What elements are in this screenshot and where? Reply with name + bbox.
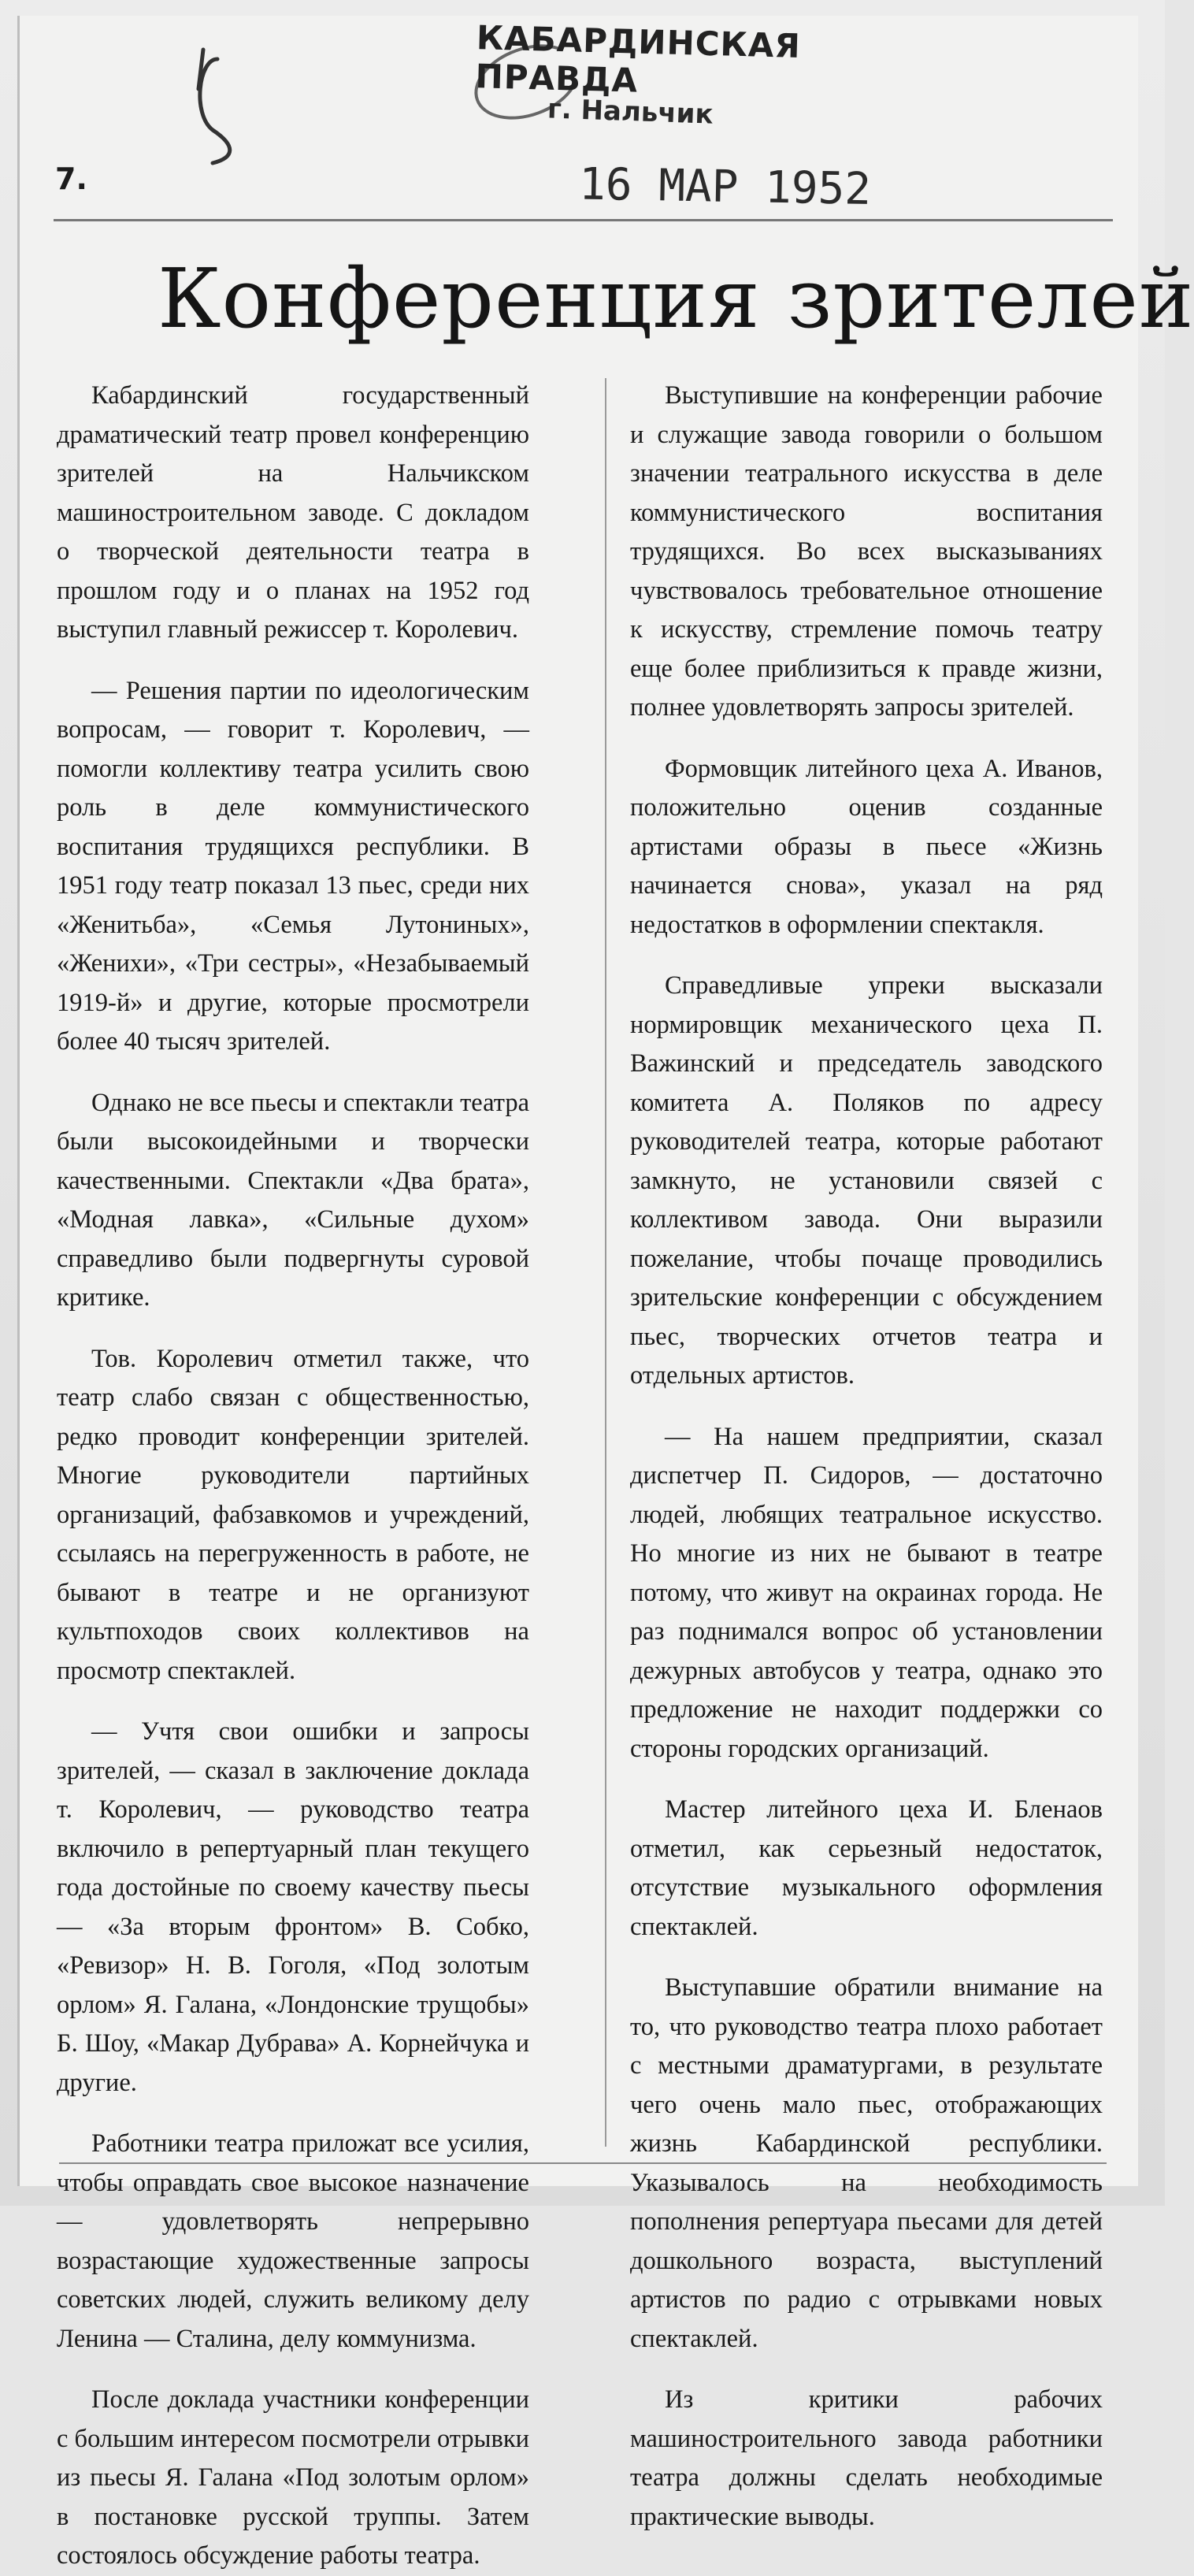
article-column-left — [57, 377, 530, 2570]
paragraph: — На нашем предприятии, сказал диспетчер П. Сидоров, — достаточно людей, любящих театральное искусство. Но многие из них не бывают в театре потому, что живут на окраинах города. Не раз поднимался вопрос об установлении дежурных автобусов у театра, однако это предложение не находит поддержки со стороны городских организаций. — [630, 1422, 1103, 1763]
paragraph: После доклада участники конференции с большим интересом посмотрели отрывки из пьесы Я. Галана «Под золотым орлом» в постановке русской труппы. Затем состоялось обсуждение работы театра. — [57, 2385, 530, 2570]
article-column-right — [630, 377, 1103, 2531]
paragraph: Кабардинский государственный драматический театр провел конференцию зрителей на Нальчикском машиностроительном заводе. С докладом о творческой деятельности театра в прошлом году и о планах на 1952 год выступил главный режиссер т. Королевич. — [57, 381, 529, 644]
stamp-newspaper-name: КАБАРДИНСКАЯ ПРАВДА — [475, 18, 802, 100]
paragraph: Однако не все пьесы и спектакли театра были высокоидейными и творчески качественными. Спектакли «Два брата», «Модная лавка», «Сильные духом» справедливо были подвергнуты суровой критике. — [57, 1088, 529, 1312]
article-headline: Конференция зрителей — [158, 251, 1194, 347]
date-stamp: 16 МАР 1952 — [578, 158, 872, 215]
paragraph: Мастер литейного цеха И. Бленаов отметил, как серьезный недостаток, отсутствие музыкального оформления спектаклей. — [630, 1795, 1103, 1941]
page-number: 7. — [55, 161, 87, 196]
paragraph: Выступившие на конференции рабочие и служащие завода говорили о большом значении театрального искусства в деле коммунистического воспитания трудящихся. Во всех высказываниях чувствовалось требовательное отношение к искусству, стремление помочь театру еще более приблизиться к правде жизни, полнее удовлетворять запросы зрителей. — [630, 381, 1103, 722]
column-divider — [605, 378, 606, 2147]
paragraph: — Учтя свои ошибки и запросы зрителей, — сказал в заключение доклада т. Королевич, — руководство театра включило в репертуарный план текущего года достойные по своему качеству пьесы — «За вторым фронтом» В. Собко, «Ревизор» Н. В. Гоголя, «Под золотым орлом» Я. Галана, «Лондонские трущобы» Б. Шоу, «Макар Дубрава» А. Корнейчука и другие. — [57, 1717, 529, 2097]
paragraph: Тов. Королевич отметил также, что театр слабо связан с общественностью, редко проводит конференции зрителей. Многие руководители партийных организаций, фабзавкомов и учреждений, ссылаясь на перегруженность в работе, не бывают в театре и не организуют культпоходов своих коллективов на просмотр спектаклей. — [57, 1344, 529, 1685]
footer-divider — [59, 2162, 1107, 2164]
header-divider — [54, 219, 1113, 221]
handwritten-mark-icon — [189, 43, 244, 169]
paragraph: Работники театра приложат все усилия, чтобы оправдать свое высокое назначение — удовлетворять непрерывно возрастающие художественные запросы советских людей, служить великому делу Ленина — Сталина, делу коммунизма. — [57, 2129, 529, 2353]
paragraph: Из критики рабочих машиностроительного завода работники театра должны сделать необходимые практические выводы. — [630, 2385, 1103, 2531]
paragraph: Формовщик литейного цеха А. Иванов, положительно оценив созданные артистами образы в пьесе «Жизнь начинается снова», указал на ряд недостатков в оформлении спектакля. — [630, 754, 1103, 939]
paragraph: — Решения партии по идеологическим вопросам, — говорит т. Королевич, — помогли коллективу театра усилить свою роль в деле коммунистического воспитания трудящихся республики. В 1951 году театр показал 13 пьес, среди них «Женитьба», «Семья Лутониных», «Женихи», «Три сестры», «Незабываемый 1919-й» и другие, которые просмотрели более 40 тысяч зрителей. — [57, 676, 529, 1056]
stamp-city: г. Нальчик — [547, 93, 714, 131]
paragraph: Справедливые упреки высказали нормировщик механического цеха П. Важинский и председатель заводского комитета А. Поляков по адресу руководителей театра, которые работают замкнуто, не установили связей с коллективом завода. Они выразили пожелание, чтобы почаще проводились зрительские конференции с обсуждением пьес, творческих отчетов театра и отдельных артистов. — [630, 971, 1103, 1390]
paragraph: Выступавшие обратили внимание на то, что руководство театра плохо работает с местными драматургами, в результате чего очень мало пьес, отображающих жизнь Кабардинской республики. Указывалось на необходимость пополнения репертуара пьесами для детей дошкольного возраста, выступлений артистов по радио с отрывками новых спектаклей. — [630, 1973, 1103, 2353]
